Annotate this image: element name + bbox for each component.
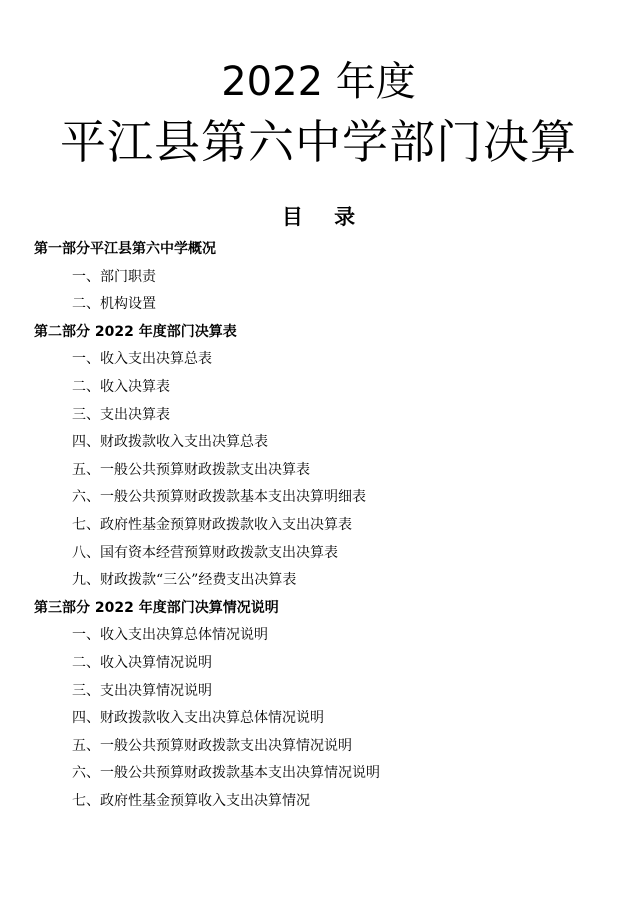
toc-item: 五、一般公共预算财政拨款支出决算表 xyxy=(72,461,310,478)
toc-item: 七、政府性基金预算收入支出决算情况 xyxy=(72,792,310,809)
table-of-contents xyxy=(34,236,624,815)
toc-item: 二、收入决算表 xyxy=(72,378,170,395)
toc-item: 六、一般公共预算财政拨款基本支出决算情况说明 xyxy=(72,765,380,782)
title-organization: 平江县第六中学部门决算 xyxy=(60,115,577,169)
toc-item: 九、财政拨款“三公”经费支出决算表 xyxy=(72,572,297,589)
toc-item: 五、一般公共预算财政拨款支出决算情况说明 xyxy=(72,737,352,754)
toc-item: 二、机构设置 xyxy=(72,296,156,313)
toc-item: 一、部门职责 xyxy=(72,268,156,285)
toc-item: 一、收入支出决算总体情况说明 xyxy=(72,627,268,644)
toc-item: 一、收入支出决算总表 xyxy=(72,351,212,368)
toc-part-2-title: 第二部分 2022 年度部门决算表 xyxy=(34,323,237,340)
toc-part-3-title: 第三部分 2022 年度部门决算情况说明 xyxy=(34,599,279,616)
toc-item: 四、财政拨款收入支出决算总表 xyxy=(72,434,268,451)
toc-part-1-title: 第一部分平江县第六中学概况 xyxy=(34,241,216,257)
toc-item: 二、收入决算情况说明 xyxy=(72,654,212,671)
toc-heading: 目 录 xyxy=(281,204,368,229)
toc-item: 四、财政拨款收入支出决算总体情况说明 xyxy=(72,710,324,727)
toc-item: 六、一般公共预算财政拨款基本支出决算明细表 xyxy=(72,489,366,506)
toc-item: 三、支出决算表 xyxy=(72,406,170,423)
toc-item: 八、国有资本经营预算财政拨款支出决算表 xyxy=(72,544,338,561)
title-year: 2022 年度 xyxy=(221,59,416,105)
toc-item: 三、支出决算情况说明 xyxy=(72,682,212,699)
toc-item: 七、政府性基金预算财政拨款收入支出决算表 xyxy=(72,516,352,533)
